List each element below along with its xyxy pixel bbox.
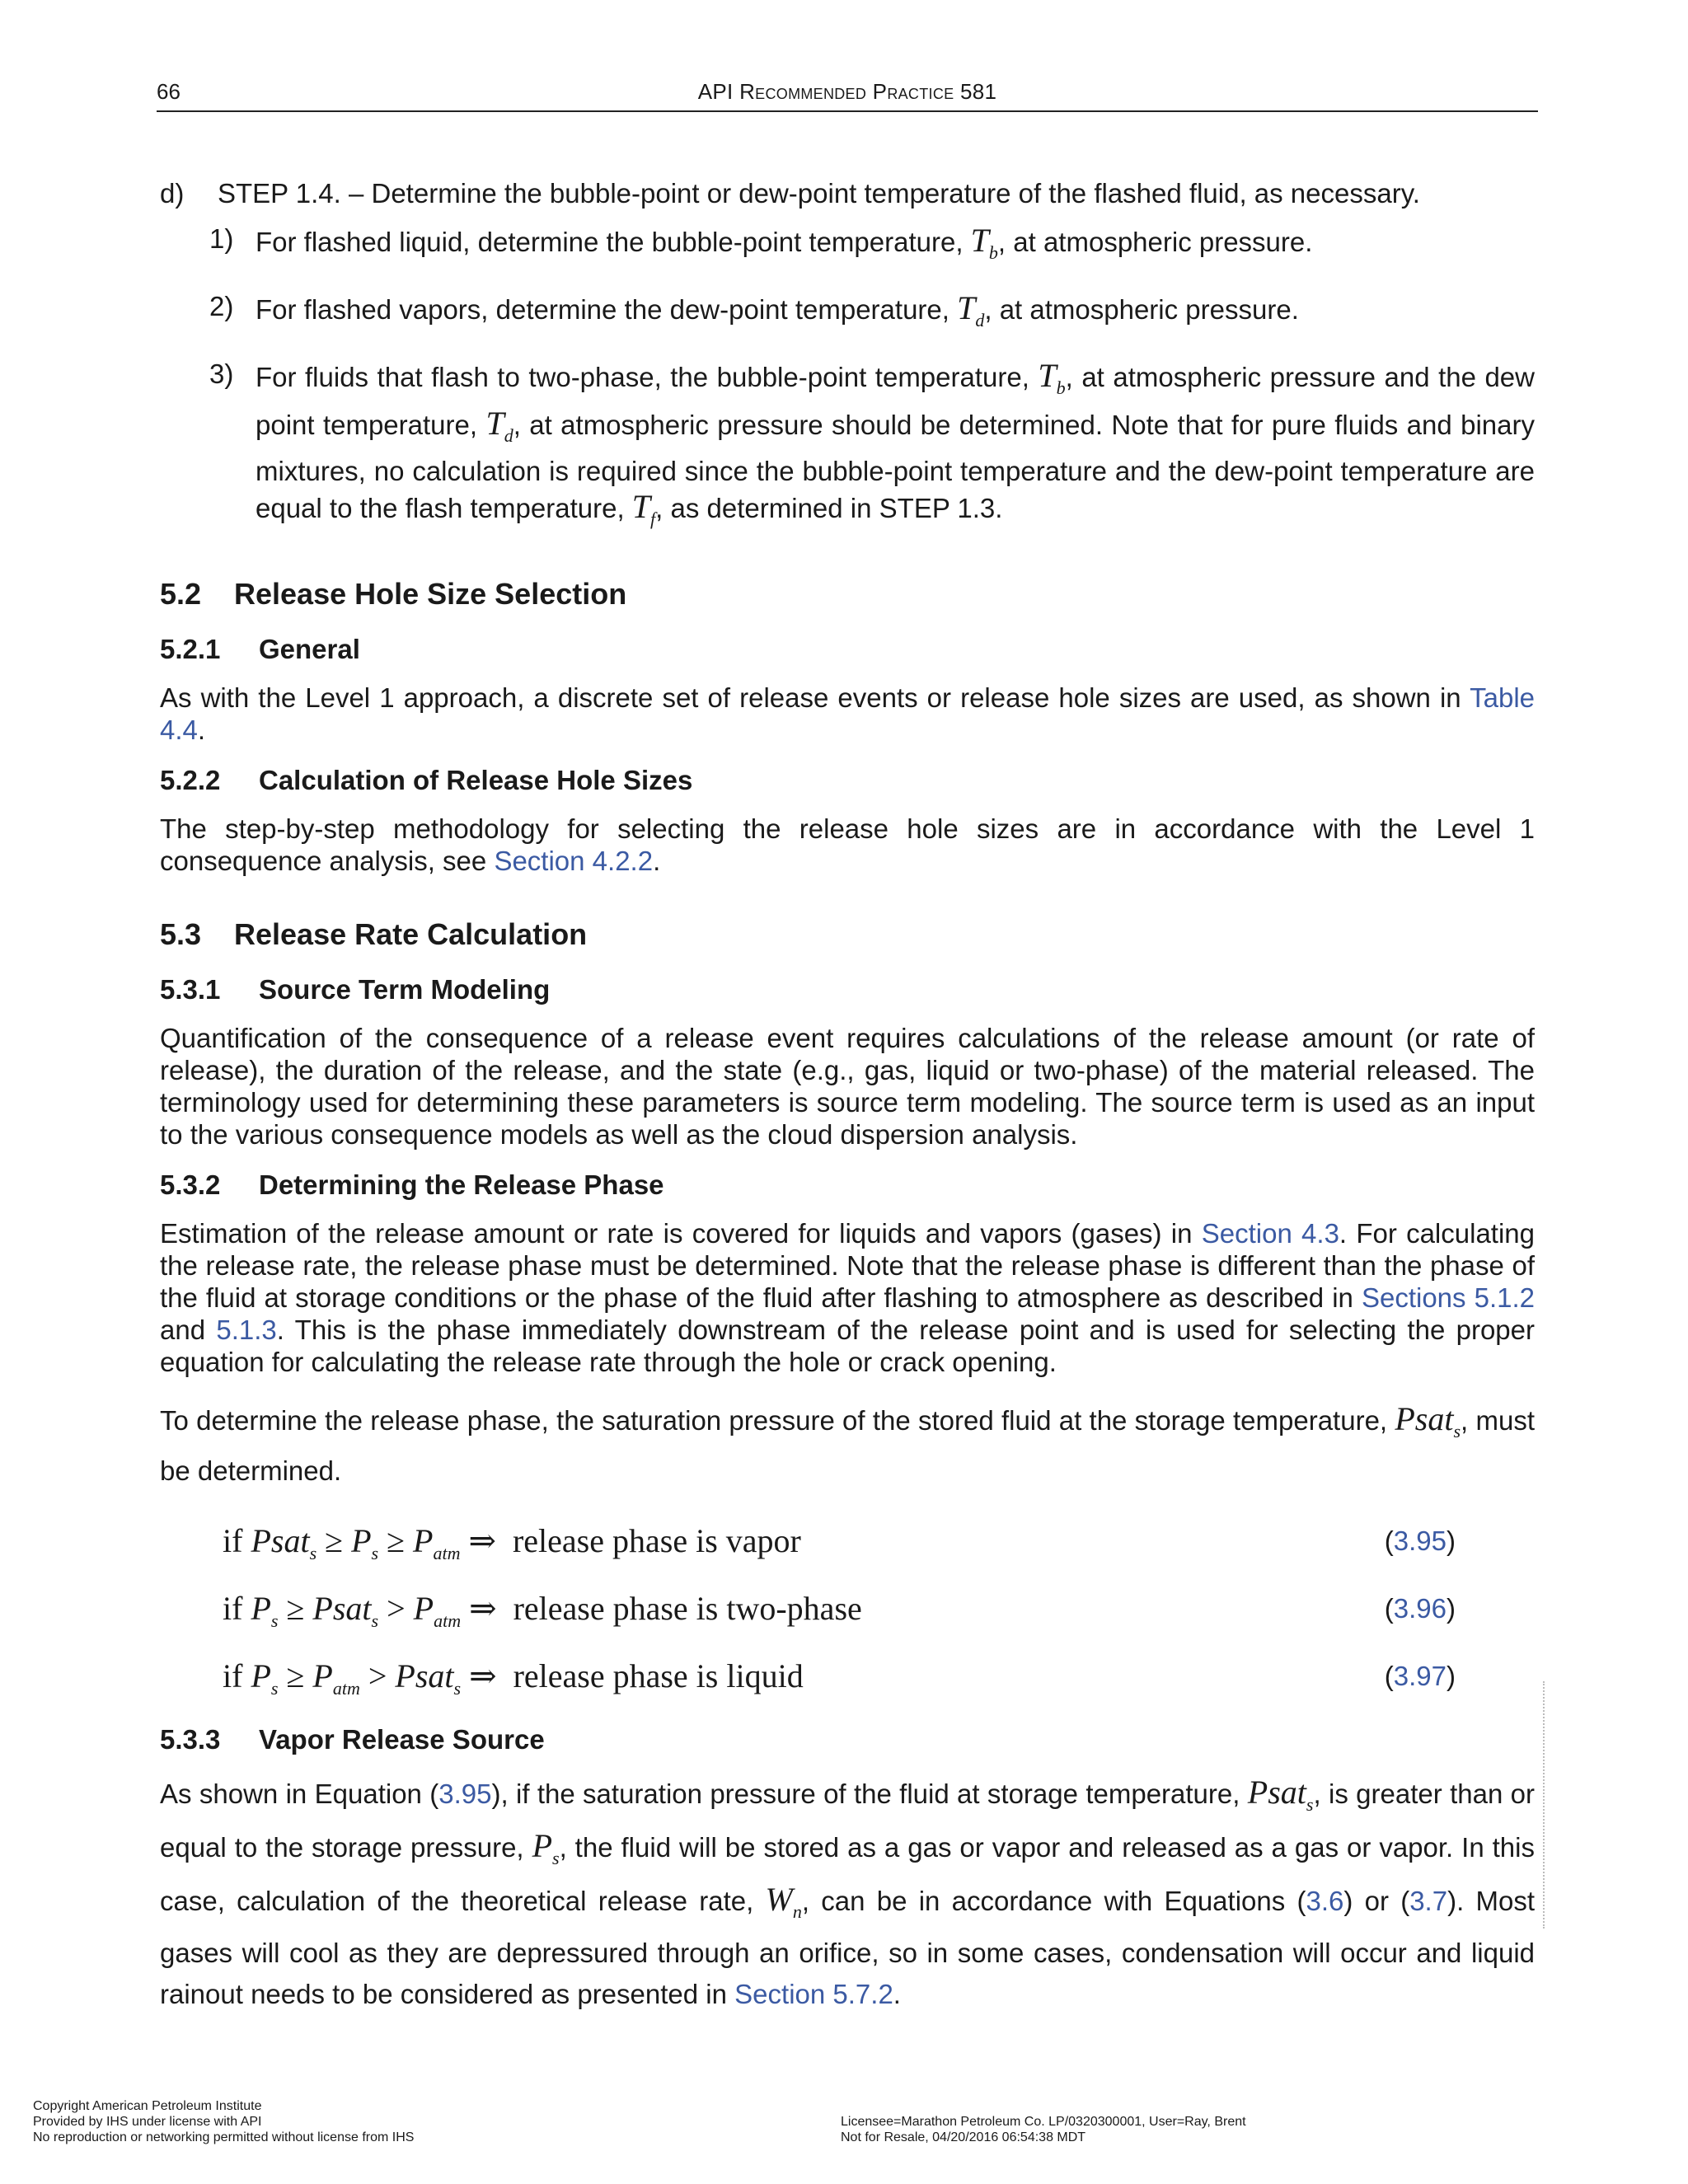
item-text: , at atmospheric pressure should be determined. Note that for pure fluids and binary mixtures, no calculation is required since the bubble-point temperature and the dew-point temperature are equal to the flash temperature, (256, 410, 1536, 523)
math-variable: Psat$_s$ (1395, 1400, 1461, 1441)
equation-3-7-link[interactable]: 3.7 (1409, 1886, 1448, 1916)
paragraph: The step-by-step methodology for selecting the release hole sizes are in accordance with the Level 1 consequence analysis, see Section 4.2.2. (160, 813, 1535, 876)
sections-5-1-2-link[interactable]: Sections 5.1.2 (1361, 1282, 1535, 1313)
footer-copyright (33, 2098, 414, 2145)
math-variable: $T_d$ (485, 405, 513, 446)
section-4-2-2-link[interactable]: Section 4.2.2 (494, 846, 654, 876)
page-header (157, 79, 1538, 112)
step-item-3 (160, 358, 1535, 537)
math-variable: $T_d$ (957, 289, 985, 330)
math-variable: $P_s$ (532, 1827, 560, 1868)
item-text: For flashed vapors, determine the dew-point temperature, (256, 294, 950, 325)
math-variable: $T_b$ (1038, 357, 1066, 398)
paragraph: Quantification of the consequence of a release event requires calculations of the release amount (or rate of release), the duration of the release, and the state (e.g., gas, liquid or two-phase) of the material released. The terminology used for determining these parameters is source term modeling. The source term is used as an input to the various consequence models as well as the cloud dispersion analysis. (160, 1023, 1535, 1150)
equation-3-6-link[interactable]: 3.6 (1306, 1886, 1344, 1916)
section-5-1-3-link[interactable]: 5.1.3 (216, 1315, 277, 1345)
item-label: 3) (209, 359, 234, 389)
equation-number[interactable]: 3.97 (1393, 1661, 1447, 1691)
section-heading-5-2-2: 5.2.2 Calculation of Release Hole Sizes (160, 765, 693, 795)
footer-line: Licensee=Marathon Petroleum Co. LP/0320300001, User=Ray, Brent (841, 2115, 1246, 2129)
footer-line: Provided by IHS under license with API (33, 2115, 262, 2129)
step-item-2 (160, 290, 1535, 338)
margin-marks (1543, 1681, 1548, 1929)
step-text: STEP 1.4. – Determine the bubble-point or dew-point temperature of the flashed fluid, as necessary. (218, 178, 1420, 209)
section-heading-5-3-3: 5.3.3 Vapor Release Source (160, 1724, 545, 1755)
equation-3-95-link[interactable]: 3.95 (438, 1779, 492, 1809)
math-variable: $W_n$ (765, 1881, 802, 1922)
section-4-3-link[interactable]: Section 4.3 (1201, 1218, 1339, 1249)
footer-line: No reproduction or networking permitted without license from IHS (33, 2130, 415, 2144)
section-heading-5-2: 5.2 Release Hole Size Selection (160, 577, 627, 611)
equation-number[interactable]: 3.96 (1393, 1593, 1447, 1624)
page-number: 66 (157, 79, 181, 104)
equation-number[interactable]: 3.95 (1393, 1526, 1447, 1556)
math-variable: $T_f$ (631, 488, 656, 529)
section-5-7-2-link[interactable]: Section 5.7.2 (734, 1979, 893, 2009)
table-4-4-link[interactable]: Table 4.4 (160, 682, 1535, 745)
step-1-4 (160, 177, 1535, 209)
running-title: API Recommended Practice 581 (697, 79, 997, 104)
equation-3-97: if $P_s \ge P_{atm}$ > Psat$_s$ ⇒ release phase is liquid (3.97) (223, 1657, 1456, 1699)
page-content (160, 177, 1535, 2032)
item-text: , at atmospheric pressure and the dew point temperature, (256, 362, 1535, 440)
item-text: , as determined in STEP 1.3. (655, 493, 1003, 523)
math-variable: Psat$_s$ (1247, 1774, 1314, 1815)
section-heading-5-2-1: 5.2.1 General (160, 634, 360, 664)
step-label: d) (160, 178, 185, 209)
item-text: , at atmospheric pressure. (984, 294, 1299, 325)
section-heading-5-3-2: 5.3.2 Determining the Release Phase (160, 1169, 664, 1200)
footer-line: Copyright American Petroleum Institute (33, 2099, 262, 2113)
footer-line: Not for Resale, 04/20/2016 06:54:38 MDT (841, 2130, 1086, 2144)
section-heading-5-3-1: 5.3.1 Source Term Modeling (160, 974, 551, 1005)
item-label: 1) (209, 223, 234, 254)
paragraph: As with the Level 1 approach, a discrete set of release events or release hole sizes are used, as shown in Table 4.4. (160, 682, 1535, 745)
equation-3-95: if Psat$_s$ ≥ $P_s \ge P_{atm}$ ⇒ release phase is vapor (3.95) (223, 1522, 1456, 1563)
paragraph: To determine the release phase, the saturation pressure of the stored fluid at the storage temperature, Psat$_s$, must be determined. (160, 1400, 1535, 1486)
item-text: For flashed liquid, determine the bubble-point temperature, (256, 227, 964, 257)
equation-3-96: if $P_s$ ≥ Psat$_s$ > $P_{atm}$ ⇒ release phase is two-phase (3.96) (223, 1590, 1456, 1631)
math-variable: $T_b$ (970, 222, 998, 263)
footer-license (841, 2114, 1246, 2145)
item-label: 2) (209, 291, 234, 321)
item-text: , at atmospheric pressure. (997, 227, 1313, 257)
item-text: For fluids that flash to two-phase, the bubble-point temperature, (256, 362, 1029, 392)
paragraph: As shown in Equation (3.95), if the saturation pressure of the fluid at storage temperature, Psat$_s$, is greater than or equal to the storage pressure, $P_s$, the fluid will be stored as a gas or vapor and released as a gas or vapor. In this case, calculation of the theoretical release rate, $W_n$, can be in accordance with Equations (3.6) or (3.7). Most gases will cool as they are depressured through an orifice, so in some cases, condensation will occur and liquid rainout needs to be considered as presented in Section 5.7.2. (160, 1774, 1536, 2009)
paragraph: Estimation of the release amount or rate is covered for liquids and vapors (gases) in Section 4.3. For calculating the release rate, the release phase must be determined. Note that the release phase is different than the phase of the fluid at storage conditions or the phase of the fluid after flashing to atmosphere as described in Sections 5.1.2 and 5.1.3. This is the phase immediately downstream of the release point and is used for selecting the proper equation for calculating the release rate through the hole or crack opening. (160, 1218, 1536, 1377)
section-heading-5-3: 5.3 Release Rate Calculation (160, 917, 588, 951)
step-item-1 (160, 223, 1535, 270)
